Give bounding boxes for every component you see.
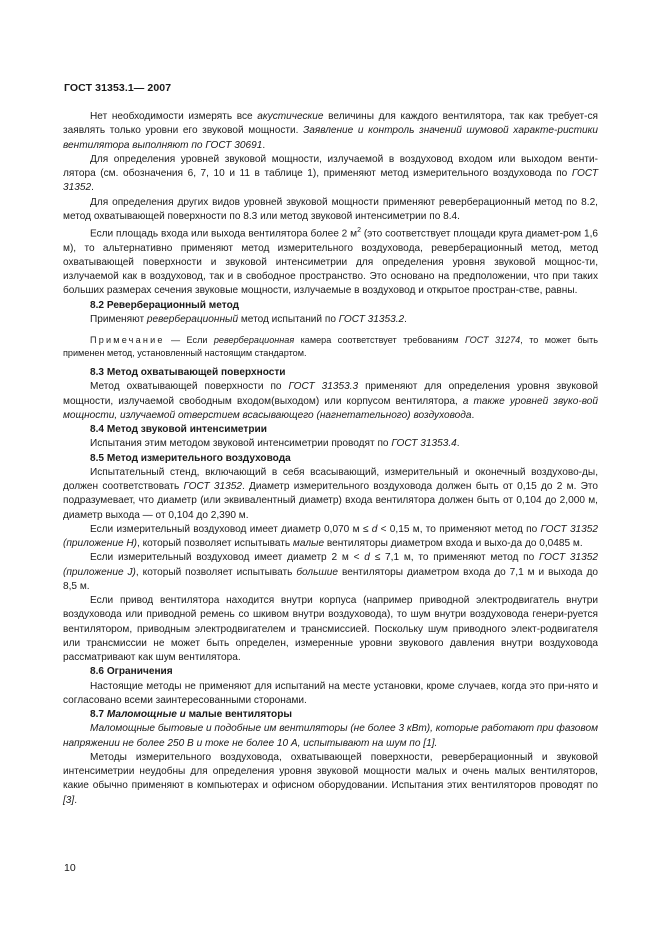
paragraph [63, 751, 598, 808]
text: , то может быть применен метод, установленный настоящим стандартом. [63, 335, 598, 359]
text: малые вентиляторы [185, 709, 292, 721]
text: Нет необходимости измерять все [90, 111, 258, 122]
text-italic: ГОСТ 31352 (приложение H) [63, 523, 599, 550]
text-italic: акустические [257, 111, 324, 122]
text: , который позволяет испытывать [137, 538, 293, 550]
text: Если измерительный воздуховод имеет диаметр 2 м < [90, 552, 365, 564]
text-italic: реверберационный [146, 313, 239, 325]
paragraph: Настоящие методы не применяют для испытаний на месте установки, кроме случаев, когда это при-нято и согласовано всеми заинтересованными сторонами. [63, 680, 598, 706]
paragraph [63, 110, 598, 153]
text: — Если [164, 335, 214, 346]
text-italic: реверберационная [213, 335, 295, 346]
text: применяют для определения уровня звуковой мощности, излучаемой свободным входом(выходом) или корпусом вентилятора, [63, 381, 598, 407]
section-heading: 8.3 Метод охватывающей поверхности [90, 367, 286, 379]
text: камера соответствует требованиям [294, 335, 465, 346]
text: 8.7 [90, 709, 107, 721]
text: метод испытаний по [238, 313, 339, 325]
text: Испытательный стенд, включающий в себя всасывающий, измерительный и оконечный воздухово-ды, должен соответствовать [63, 466, 598, 493]
text: Метод охватывающей поверхности по [90, 381, 289, 393]
text-italic: Маломощные бытовые и подобные им вентиляторы (не более 3 кВт), которые работают при фазовом напряжении не более 250 В и токе не более 10 А, испытывают на шум по [1]. [63, 723, 598, 749]
section-heading [63, 708, 598, 722]
text-italic: Маломощные и [106, 709, 186, 721]
paragraph [63, 153, 598, 196]
text: Если измерительный воздуховод имеет диаметр 0,070 м ≤ [90, 523, 372, 535]
note [63, 334, 598, 360]
document-body [63, 110, 598, 808]
text: Если площадь входа или выхода вентилятора более 2 м [90, 228, 358, 240]
superscript: 2 [357, 227, 361, 234]
text-italic: Заявление и контроль значений шумовой характе-ристики вентилятора выполняют по ГОСТ 30691 [63, 125, 599, 151]
text-italic: ГОСТ 31352 [63, 168, 598, 194]
text-italic: ГОСТ 31274 [465, 335, 521, 346]
section-heading: 8.6 Ограничения [90, 666, 173, 678]
text: < 0,15 м, то применяют метод по [377, 523, 541, 535]
text: , который позволяет испытывать [135, 566, 297, 578]
paragraph [63, 437, 598, 451]
paragraph [63, 224, 598, 299]
paragraph [63, 380, 598, 423]
text: вентиляторы диаметром входа до 7,1 м и выхода до 8,5 м. [63, 566, 598, 592]
note-label: Примечание [90, 335, 165, 346]
text-italic: ГОСТ 31352 (приложение J) [63, 552, 598, 578]
text-italic: а также уровней звуко-вой мощности, излучаемой отверстием всасывающего (нагнетательного) воздуховода [63, 395, 598, 421]
text: . [456, 438, 460, 450]
paragraph [63, 722, 598, 751]
document-header: ГОСТ 31353.1— 2007 [64, 82, 172, 94]
text-italic: d [371, 523, 378, 535]
paragraph [63, 313, 598, 327]
page-number: 10 [64, 862, 76, 874]
section-heading: 8.4 Метод звуковой интенсиметрии [90, 424, 267, 436]
text: вентиляторы диаметром входа и выхо-да до 0,0485 м. [324, 538, 583, 550]
text-italic: ГОСТ 31353.4 [391, 438, 457, 450]
text: . Диаметр измерительного воздуховода должен быть от 0,15 до 2 м. Это подразумевает, что диаметр (или эквивалентный диаметр) входа вентилятора должен быть от 0,104 до 2,000 м, диаметр выхода — от 0,104 до 2,390 м. [63, 481, 599, 521]
paragraph: Для определения других видов уровней звуковой мощности применяют реверберационный метод по 8.2, метод охватывающей поверхности по 8.3 или метод звуковой интенсиметрии по 8.4. [63, 196, 598, 222]
text-italic: ГОСТ 31353.3 [288, 381, 359, 393]
section-heading: 8.5 Метод измерительного воздуховода [90, 452, 291, 464]
paragraph [63, 551, 598, 594]
text: . [404, 313, 407, 325]
text: величины для каждого вентилятора, так как требует-ся заявлять только уровни его звуковой мощности. [63, 111, 598, 137]
text-italic: d [364, 552, 370, 564]
paragraph: Если привод вентилятора находится внутри корпуса (например приводной электродвигатель внутри воздуховода или приводной ремень со шкивом внутри воздуховода), то шум внутри воздуховода генери-руется вентилятором, приводным электродвигателем и трансмиссией. Поскольку шум приводного элект-родвигателя или трансмиссии не может быть определен, измеренные уровни звукового давления внутри воздуховода рассматривают как шум вентилятора. [63, 595, 598, 664]
paragraph [63, 466, 598, 523]
text: ≤ 7,1 м, то применяют метод по [369, 552, 540, 564]
text: (это соответствует площади круга диамет-ром 1,6 м), то альтернативно применяют метод измерительного воздуховода, реверберационный метод, метод охватывающей поверхности и звуковой интенсиметрии для определения уровня звуковой мощнос-ти, излучаемой как в воздуховод, так и в свободное пространство. Это основано на предположении, что при таких больших размерах сечения звуковые мощности, излучаемые в воздуховод и открытое простран-стве, равны. [63, 228, 598, 297]
text-italic: большие [296, 566, 339, 578]
text: . [471, 409, 475, 421]
text-italic: малые [292, 538, 325, 550]
section-heading: 8.2 Реверберационный метод [90, 299, 240, 311]
text: Испытания этим методом звуковой интенсиметрии проводят по [90, 438, 392, 450]
text-italic: ГОСТ 31352 [183, 481, 242, 493]
text-italic: [3] [63, 794, 75, 806]
text: . [74, 794, 78, 806]
text: Методы измерительного воздуховода, охватывающей поверхности, реверберационный и звуковой интенсиметрии неудобны для определения уровня звуковой мощности малых и очень малых вентиляторов, какие обычно применяют в компьютерах и офисном оборудовании. Испытания этих вентиляторов проводят по [63, 751, 598, 792]
text: Применяют [90, 313, 147, 325]
text: Для определения уровней звуковой мощности, излучаемой в воздуховод входом или выходом венти-лятора (см. обозначения 6, 7, 10 и 11 в таблице 1), применяют метод измерительного воздуховода по [63, 153, 598, 179]
paragraph [63, 523, 598, 552]
text: . [91, 182, 94, 194]
text-italic: ГОСТ 31353.2 [338, 313, 405, 325]
text: . [262, 139, 266, 151]
